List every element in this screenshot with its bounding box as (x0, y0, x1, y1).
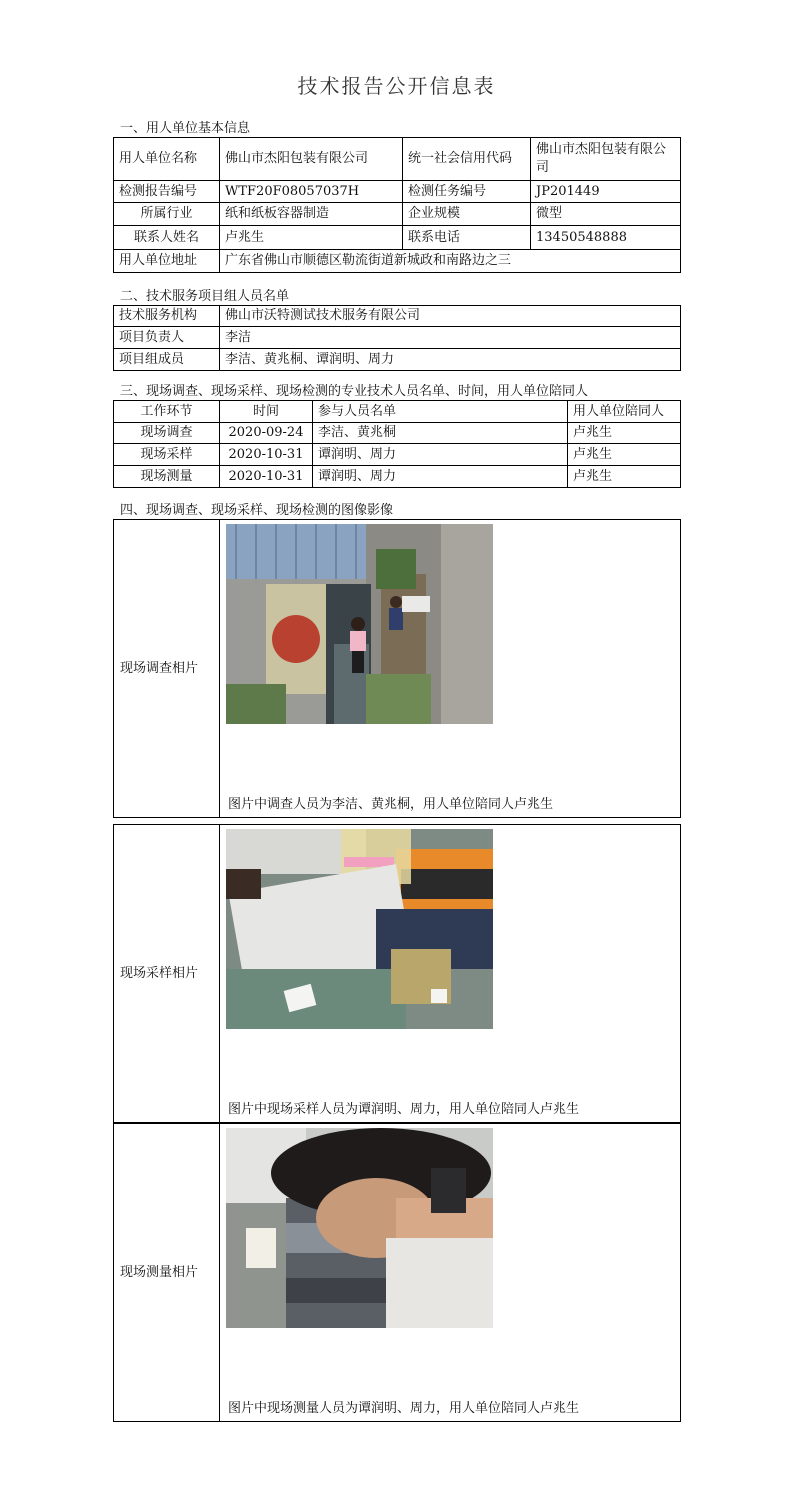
industry: 纸和纸板容器制造 (220, 203, 403, 226)
table-row (114, 444, 681, 466)
survey-photo-image (226, 524, 493, 724)
participants-cell: 谭润明、周力 (313, 466, 568, 488)
stage-cell: 现场测量 (114, 466, 220, 488)
task-no-label: 检测任务编号 (403, 181, 531, 203)
task-no: JP201449 (531, 181, 681, 203)
org: 佛山市沃特测试技术服务有限公司 (220, 306, 681, 327)
scale: 微型 (531, 203, 681, 226)
credit-code: 佛山市杰阳包装有限公司 (531, 138, 681, 181)
companion-cell: 卢兆生 (568, 466, 681, 488)
members-label: 项目组成员 (114, 349, 220, 371)
photo-table-sampling (113, 824, 681, 1123)
company-name-label: 用人单位名称 (114, 138, 220, 181)
participants-cell: 谭润明、周力 (313, 444, 568, 466)
industry-label: 所属行业 (114, 203, 220, 226)
header-companion: 用人单位陪同人 (568, 401, 681, 423)
address-label: 用人单位地址 (114, 250, 220, 273)
contact-label: 联系人姓名 (114, 226, 220, 250)
measurement-photo-image (226, 1128, 493, 1328)
time-cell: 2020-09-24 (220, 423, 313, 444)
header-stage: 工作环节 (114, 401, 220, 423)
sampling-photo-image (226, 829, 493, 1029)
section2-heading: 二、技术服务项目组人员名单 (120, 289, 290, 304)
measurement-photo (226, 1128, 493, 1328)
photo-caption: 图片中现场测量人员为谭润明、周力，用人单位陪同人卢兆生 (228, 1401, 580, 1416)
leader-label: 项目负责人 (114, 327, 220, 349)
photo-caption: 图片中现场采样人员为谭润明、周力，用人单位陪同人卢兆生 (228, 1102, 580, 1117)
survey-photo (226, 524, 493, 724)
page-title: 技术报告公开信息表 (297, 74, 496, 98)
section3-heading: 三、现场调查、现场采样、现场检测的专业技术人员名单、时间，用人单位陪同人 (120, 384, 589, 399)
address: 广东省佛山市顺德区勒流街道新城政和南路边之三 (220, 250, 681, 273)
credit-code-label: 统一社会信用代码 (403, 138, 531, 181)
members: 李洁、黄兆桐、谭润明、周力 (220, 349, 681, 371)
sampling-photo (226, 829, 493, 1029)
time-cell: 2020-10-31 (220, 444, 313, 466)
section4-heading: 四、现场调查、现场采样、现场检测的图像影像 (120, 503, 394, 518)
scale-label: 企业规模 (403, 203, 531, 226)
phone: 13450548888 (531, 226, 681, 250)
companion-cell: 卢兆生 (568, 444, 681, 466)
org-label: 技术服务机构 (114, 306, 220, 327)
photo-table-survey (113, 519, 681, 818)
table-row (114, 423, 681, 444)
header-time: 时间 (220, 401, 313, 423)
stage-cell: 现场调查 (114, 423, 220, 444)
team-table (113, 305, 681, 371)
section1-heading: 一、用人单位基本信息 (120, 121, 251, 136)
leader: 李洁 (220, 327, 681, 349)
company-name: 佛山市杰阳包装有限公司 (220, 138, 403, 181)
photo-label: 现场测量相片 (114, 1124, 220, 1422)
photo-label: 现场采样相片 (114, 825, 220, 1123)
header-participants: 参与人员名单 (313, 401, 568, 423)
stage-cell: 现场采样 (114, 444, 220, 466)
photo-caption: 图片中调查人员为李洁、黄兆桐，用人单位陪同人卢兆生 (228, 797, 554, 812)
table-row (114, 466, 681, 488)
basic-info-table (113, 137, 681, 273)
phone-label: 联系电话 (403, 226, 531, 250)
photo-label: 现场调查相片 (114, 520, 220, 818)
time-cell: 2020-10-31 (220, 466, 313, 488)
photo-table-measurement (113, 1123, 681, 1422)
report-no-label: 检测报告编号 (114, 181, 220, 203)
report-no: WTF20F08057037H (220, 181, 403, 203)
companion-cell: 卢兆生 (568, 423, 681, 444)
contact: 卢兆生 (220, 226, 403, 250)
fieldwork-table (113, 400, 681, 488)
participants-cell: 李洁、黄兆桐 (313, 423, 568, 444)
